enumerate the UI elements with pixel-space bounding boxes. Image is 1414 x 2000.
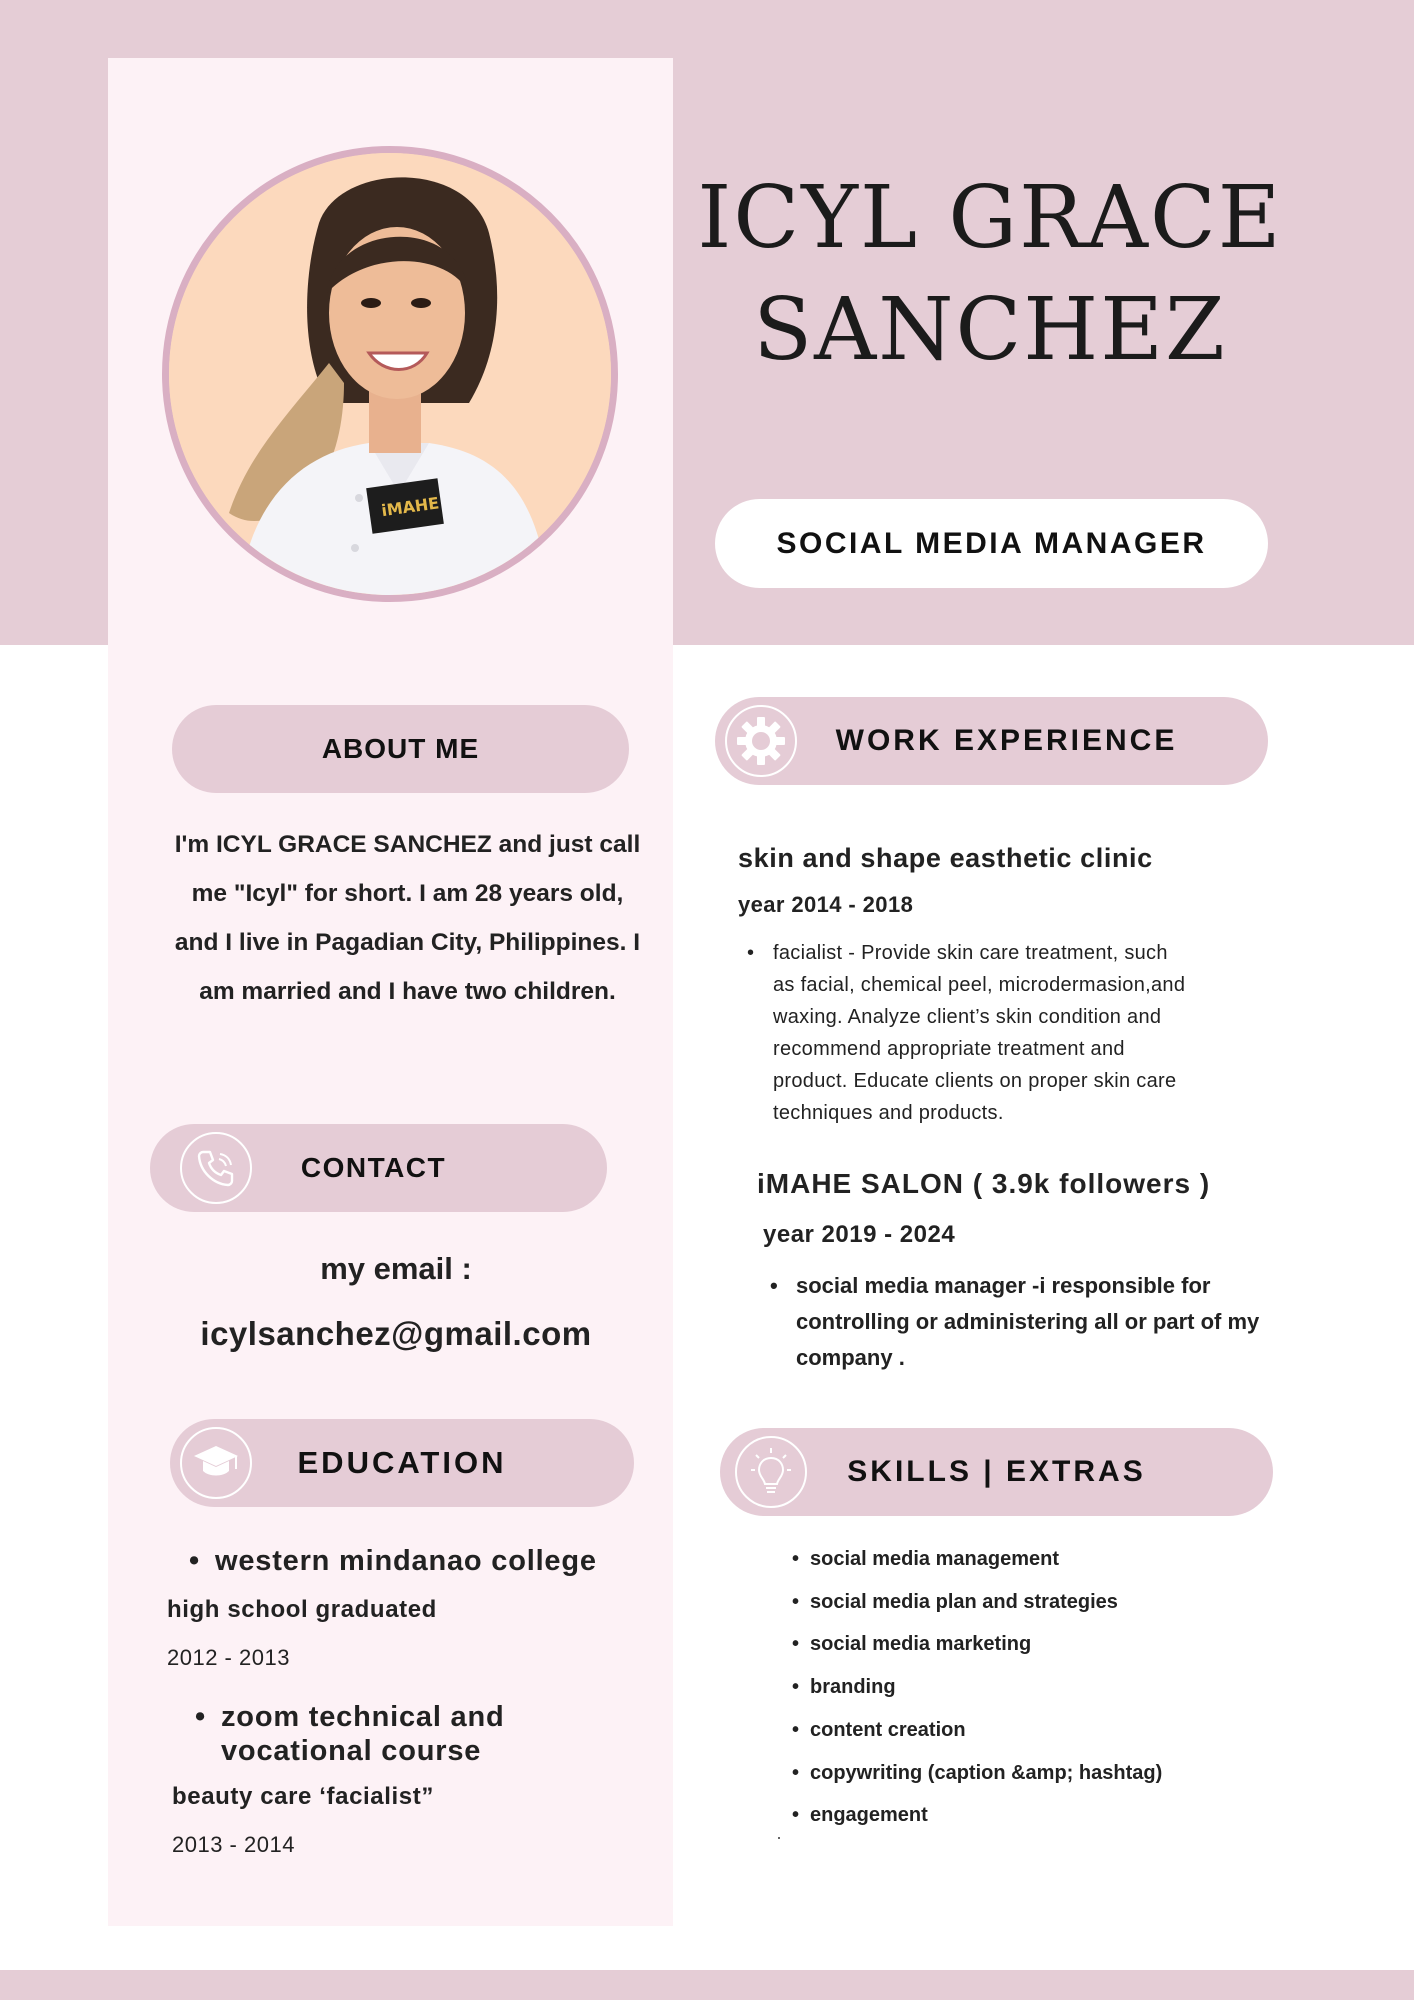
- education-years-1: 2012 - 2013: [167, 1645, 290, 1670]
- job-2-years: year 2019 - 2024: [763, 1221, 956, 1248]
- about-me-heading-text: ABOUT ME: [321, 733, 480, 764]
- skills-heading-text: SKILLS | EXTRAS: [847, 1455, 1146, 1488]
- stray-dot: [778, 1837, 780, 1839]
- job-2-desc-line: company .: [796, 1345, 905, 1370]
- education-heading-text: EDUCATION: [297, 1445, 507, 1480]
- job-1-company: skin and shape easthetic clinic: [738, 843, 1153, 873]
- contact-heading: [150, 1124, 607, 1212]
- work-experience-heading: [715, 697, 1268, 785]
- job-2-desc-line: controlling or administering all or part of my: [796, 1309, 1260, 1334]
- job-2-desc-line: • social media manager -i responsible for: [796, 1273, 1211, 1298]
- education-detail-1: high school graduated: [167, 1596, 437, 1623]
- job-1-desc-line: recommend appropriate treatment and: [773, 1038, 1125, 1060]
- skills-list: [792, 1538, 1162, 1837]
- job-2-description: [796, 1268, 1259, 1376]
- education-school-2-line-1: • zoom technical and: [221, 1701, 505, 1733]
- profile-photo: [162, 146, 618, 602]
- job-title-badge: [715, 499, 1268, 588]
- skill-item: • engagement: [792, 1794, 1162, 1837]
- education-school-2-line-2: vocational course: [221, 1735, 482, 1767]
- skill-item: • social media plan and strategies: [792, 1581, 1162, 1624]
- skill-item: • social media management: [792, 1538, 1162, 1581]
- email-label: my email :: [320, 1251, 472, 1286]
- education-school-2: [221, 1700, 505, 1768]
- svg-text:iMAHE: iMAHE: [380, 493, 441, 521]
- job-1-desc-line: waxing. Analyze client’s skin condition and: [773, 1006, 1162, 1028]
- about-me-heading: [172, 705, 629, 793]
- name-line-2: SANCHEZ: [753, 280, 1227, 380]
- contact-heading-text: CONTACT: [300, 1152, 447, 1183]
- job-1-desc-line: techniques and products.: [773, 1102, 1004, 1124]
- skill-item: • copywriting (caption &amp; hashtag): [792, 1752, 1162, 1795]
- job-1-desc-line: product. Educate clients on proper skin care: [773, 1070, 1177, 1092]
- skill-item: • branding: [792, 1666, 1162, 1709]
- phone-icon: [180, 1132, 252, 1204]
- job-1-desc-line: as facial, chemical peel, microdermasion,and: [773, 974, 1186, 996]
- education-years-2: 2013 - 2014: [172, 1832, 295, 1857]
- graduation-cap-icon: [180, 1427, 252, 1499]
- email-address: icylsanchez@gmail.com: [200, 1315, 592, 1352]
- about-me-text: I'm ICYL GRACE SANCHEZ and just call me "Icyl" for short. I am 28 years old, and I live in Pagadian City, Philippines. I am married and I have two children.: [174, 831, 641, 1005]
- education-detail-2: beauty care ‘facialist”: [172, 1783, 434, 1810]
- job-1-description: [773, 937, 1185, 1129]
- job-2-company: iMAHE SALON ( 3.9k followers ): [757, 1168, 1211, 1199]
- candidate-name: [680, 162, 1300, 386]
- portrait-illustration: [169, 153, 611, 595]
- job-1-years: year 2014 - 2018: [738, 892, 914, 917]
- skills-heading: [720, 1428, 1273, 1516]
- education-school-1: • western mindanao college: [215, 1545, 597, 1578]
- job-title-text: SOCIAL MEDIA MANAGER: [776, 526, 1207, 560]
- gear-icon: [725, 705, 797, 777]
- education-heading: [170, 1419, 634, 1507]
- footer-band: [0, 1970, 1414, 2000]
- name-line-1: ICYL GRACE: [697, 168, 1283, 268]
- skill-item: • content creation: [792, 1709, 1162, 1752]
- job-1-desc-line: • facialist - Provide skin care treatment, such: [773, 942, 1168, 964]
- work-experience-heading-text: WORK EXPERIENCE: [835, 724, 1178, 757]
- skill-item: • social media marketing: [792, 1623, 1162, 1666]
- lightbulb-icon: [735, 1436, 807, 1508]
